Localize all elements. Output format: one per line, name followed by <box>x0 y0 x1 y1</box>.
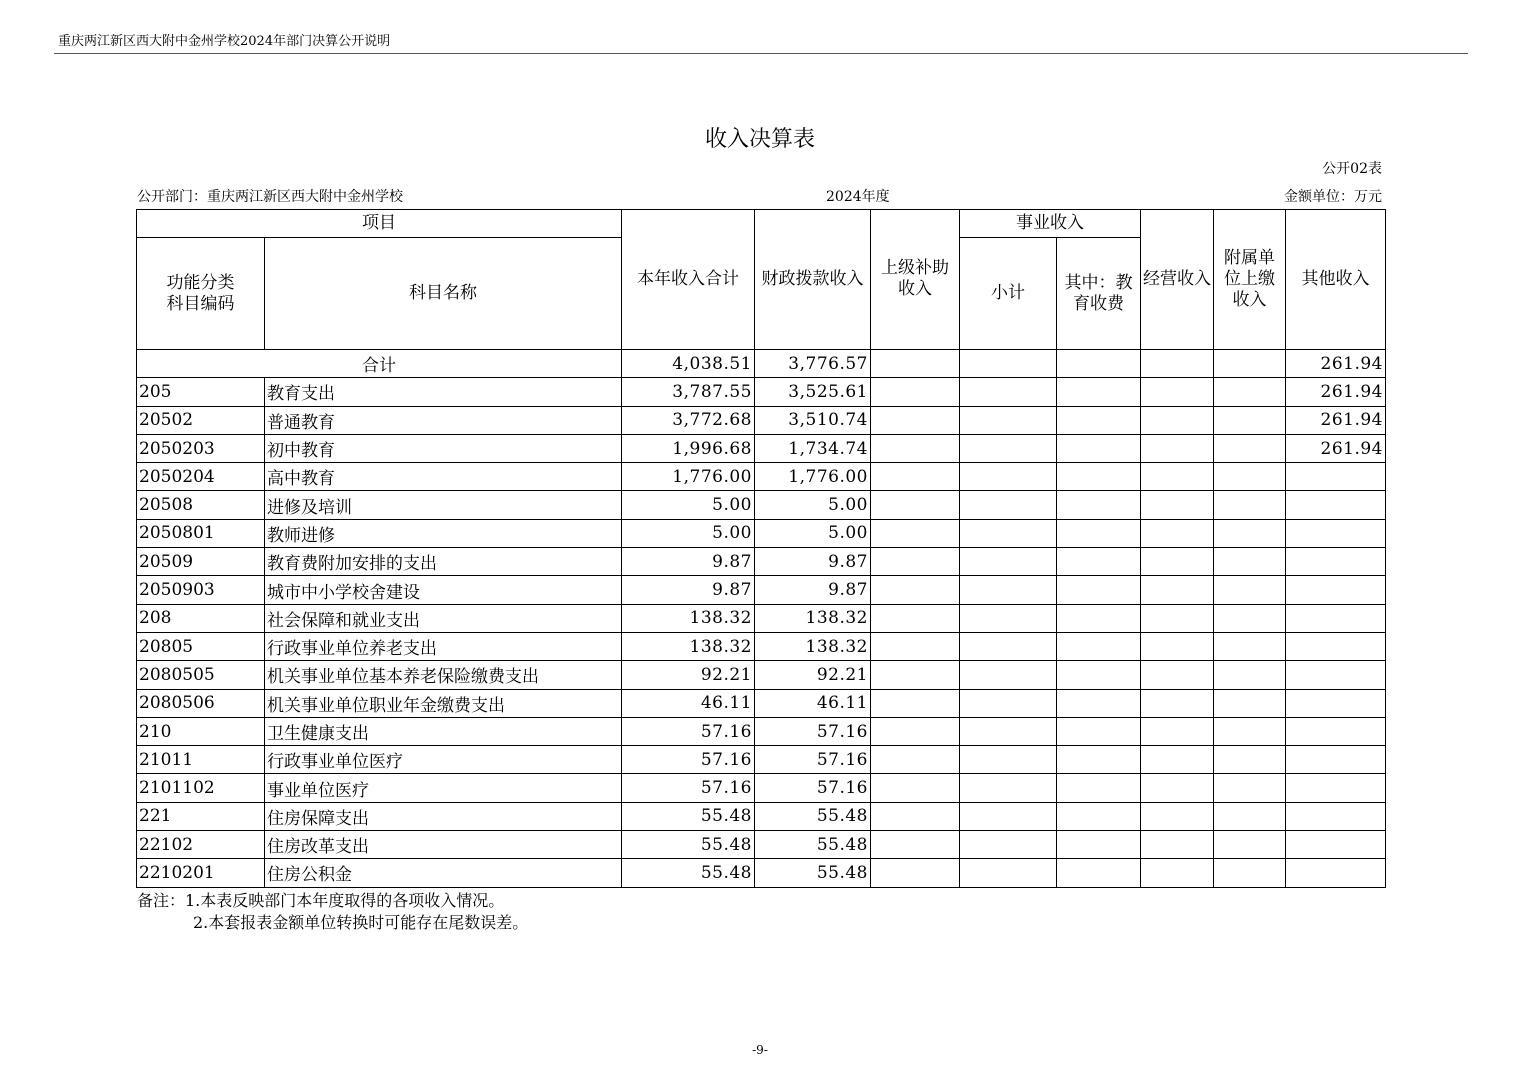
fiscal-appropriation-cell: 57.16 <box>755 746 871 774</box>
education-fee-cell <box>1057 859 1141 887</box>
superior-subsidy-cell <box>871 350 960 378</box>
total-income-cell: 55.48 <box>622 802 755 830</box>
fiscal-appropriation-header: 财政拨款收入 <box>755 210 871 350</box>
other-income-cell <box>1286 548 1386 576</box>
affiliated-unit-income-cell <box>1214 661 1286 689</box>
business-subtotal-cell <box>960 576 1057 604</box>
business-subtotal-cell <box>960 746 1057 774</box>
education-fee-cell <box>1057 576 1141 604</box>
education-fee-cell <box>1057 746 1141 774</box>
fiscal-year-label: 2024年度 <box>826 189 890 205</box>
fiscal-appropriation-cell: 1,734.74 <box>755 434 871 462</box>
business-subtotal-cell <box>960 434 1057 462</box>
operating-income-cell <box>1141 491 1214 519</box>
affiliated-unit-income-cell <box>1214 632 1286 660</box>
education-fee-cell <box>1057 632 1141 660</box>
other-income-cell <box>1286 519 1386 547</box>
subject-code-cell: 205 <box>137 378 265 406</box>
other-income-cell: 261.94 <box>1286 406 1386 434</box>
total-income-cell: 3,772.68 <box>622 406 755 434</box>
table-row <box>137 491 1386 519</box>
other-income-cell <box>1286 604 1386 632</box>
fiscal-appropriation-cell: 5.00 <box>755 519 871 547</box>
business-subtotal-cell <box>960 831 1057 859</box>
business-subtotal-cell <box>960 378 1057 406</box>
total-income-header: 本年收入合计 <box>622 210 755 350</box>
total-income-cell: 4,038.51 <box>622 350 755 378</box>
fiscal-appropriation-cell: 9.87 <box>755 548 871 576</box>
business-subtotal-cell <box>960 491 1057 519</box>
table-row <box>137 406 1386 434</box>
fiscal-appropriation-cell: 3,510.74 <box>755 406 871 434</box>
other-income-cell <box>1286 632 1386 660</box>
operating-income-cell <box>1141 604 1214 632</box>
subject-name-cell: 行政事业单位医疗 <box>265 746 622 774</box>
fiscal-appropriation-cell: 3,525.61 <box>755 378 871 406</box>
affiliated-unit-income-cell <box>1214 802 1286 830</box>
business-subtotal-header: 小计 <box>960 238 1057 350</box>
department-label: 公开部门：重庆两江新区西大附中金州学校 <box>137 189 403 205</box>
note-line-2: 2.本套报表金额单位转换时可能存在尾数误差。 <box>193 913 529 932</box>
business-subtotal-cell <box>960 859 1057 887</box>
superior-subsidy-cell <box>871 548 960 576</box>
operating-income-cell <box>1141 463 1214 491</box>
total-label: 合计 <box>137 350 622 378</box>
table-row <box>137 576 1386 604</box>
subject-code-cell: 2050903 <box>137 576 265 604</box>
other-income-cell: 261.94 <box>1286 350 1386 378</box>
superior-subsidy-cell <box>871 604 960 632</box>
fiscal-appropriation-cell: 138.32 <box>755 632 871 660</box>
total-income-cell: 46.11 <box>622 689 755 717</box>
total-income-cell: 55.48 <box>622 859 755 887</box>
running-header: 重庆两江新区西大附中金州学校2024年部门决算公开说明 <box>58 34 391 49</box>
operating-income-cell <box>1141 576 1214 604</box>
affiliated-unit-income-cell <box>1214 604 1286 632</box>
affiliated-unit-income-cell <box>1214 576 1286 604</box>
subject-name-cell: 卫生健康支出 <box>265 717 622 745</box>
total-income-cell: 3,787.55 <box>622 378 755 406</box>
affiliated-unit-income-header: 附属单位上缴收入 <box>1214 210 1286 350</box>
business-subtotal-cell <box>960 802 1057 830</box>
other-income-cell <box>1286 802 1386 830</box>
operating-income-cell <box>1141 350 1214 378</box>
subject-code-cell: 2050203 <box>137 434 265 462</box>
table-row <box>137 661 1386 689</box>
amount-unit-label: 金额单位：万元 <box>1284 189 1382 205</box>
education-fee-cell <box>1057 519 1141 547</box>
fiscal-appropriation-cell: 57.16 <box>755 774 871 802</box>
superior-subsidy-cell <box>871 859 960 887</box>
subject-name-cell: 事业单位医疗 <box>265 774 622 802</box>
total-income-cell: 57.16 <box>622 717 755 745</box>
operating-income-cell <box>1141 746 1214 774</box>
fiscal-appropriation-cell: 92.21 <box>755 661 871 689</box>
education-fee-cell <box>1057 661 1141 689</box>
operating-income-cell <box>1141 717 1214 745</box>
fiscal-appropriation-cell: 55.48 <box>755 859 871 887</box>
business-subtotal-cell <box>960 774 1057 802</box>
superior-subsidy-cell <box>871 406 960 434</box>
superior-subsidy-cell <box>871 661 960 689</box>
subject-code-cell: 2080506 <box>137 689 265 717</box>
education-fee-cell <box>1057 378 1141 406</box>
other-income-cell <box>1286 831 1386 859</box>
subject-code-cell: 2210201 <box>137 859 265 887</box>
total-income-cell: 1,776.00 <box>622 463 755 491</box>
subject-code-cell: 22102 <box>137 831 265 859</box>
income-final-accounts-table <box>136 209 1386 888</box>
superior-subsidy-cell <box>871 463 960 491</box>
subject-name-cell: 进修及培训 <box>265 491 622 519</box>
total-income-cell: 1,996.68 <box>622 434 755 462</box>
business-subtotal-cell <box>960 406 1057 434</box>
education-fee-cell <box>1057 831 1141 859</box>
other-income-cell <box>1286 576 1386 604</box>
subject-name-cell: 初中教育 <box>265 434 622 462</box>
education-fee-cell <box>1057 717 1141 745</box>
fiscal-appropriation-cell: 46.11 <box>755 689 871 717</box>
subject-name-cell: 机关事业单位基本养老保险缴费支出 <box>265 661 622 689</box>
superior-subsidy-cell <box>871 689 960 717</box>
education-fee-cell <box>1057 802 1141 830</box>
fiscal-appropriation-cell: 3,776.57 <box>755 350 871 378</box>
subject-name-cell: 行政事业单位养老支出 <box>265 632 622 660</box>
table-row <box>137 859 1386 887</box>
table-row <box>137 689 1386 717</box>
subject-name-cell: 住房公积金 <box>265 859 622 887</box>
affiliated-unit-income-cell <box>1214 831 1286 859</box>
subject-name-cell: 高中教育 <box>265 463 622 491</box>
subject-name-cell: 机关事业单位职业年金缴费支出 <box>265 689 622 717</box>
document-title: 收入决算表 <box>704 127 815 152</box>
subject-name-cell: 普通教育 <box>265 406 622 434</box>
superior-subsidy-cell <box>871 774 960 802</box>
table-row <box>137 717 1386 745</box>
superior-subsidy-cell <box>871 746 960 774</box>
operating-income-cell <box>1141 831 1214 859</box>
business-subtotal-cell <box>960 519 1057 547</box>
table-row <box>137 463 1386 491</box>
other-income-cell: 261.94 <box>1286 434 1386 462</box>
operating-income-header: 经营收入 <box>1141 210 1214 350</box>
subject-code-cell: 20805 <box>137 632 265 660</box>
table-row <box>137 548 1386 576</box>
table-row <box>137 604 1386 632</box>
subject-code-cell: 2050204 <box>137 463 265 491</box>
table-row <box>137 434 1386 462</box>
note-line-1: 备注：1.本表反映部门本年度取得的各项收入情况。 <box>137 891 505 910</box>
business-subtotal-cell <box>960 463 1057 491</box>
superior-subsidy-cell <box>871 717 960 745</box>
total-income-cell: 5.00 <box>622 491 755 519</box>
subject-code-cell: 20509 <box>137 548 265 576</box>
affiliated-unit-income-cell <box>1214 859 1286 887</box>
subject-name-cell: 教师进修 <box>265 519 622 547</box>
education-fee-cell <box>1057 604 1141 632</box>
subject-code-cell: 208 <box>137 604 265 632</box>
superior-subsidy-cell <box>871 831 960 859</box>
other-income-header: 其他收入 <box>1286 210 1386 350</box>
table-row <box>137 831 1386 859</box>
subject-code-cell: 20502 <box>137 406 265 434</box>
superior-subsidy-cell <box>871 576 960 604</box>
affiliated-unit-income-cell <box>1214 717 1286 745</box>
business-subtotal-cell <box>960 350 1057 378</box>
project-header: 项目 <box>137 210 622 238</box>
notes <box>137 890 528 934</box>
fiscal-appropriation-cell: 55.48 <box>755 831 871 859</box>
superior-subsidy-cell <box>871 491 960 519</box>
education-fee-header: 其中：教育收费 <box>1057 238 1141 350</box>
superior-subsidy-cell <box>871 519 960 547</box>
education-fee-cell <box>1057 689 1141 717</box>
fiscal-appropriation-cell: 57.16 <box>755 717 871 745</box>
total-income-cell: 55.48 <box>622 831 755 859</box>
header-row-1 <box>137 210 1386 238</box>
affiliated-unit-income-cell <box>1214 434 1286 462</box>
operating-income-cell <box>1141 378 1214 406</box>
education-fee-cell <box>1057 350 1141 378</box>
subject-code-cell: 2050801 <box>137 519 265 547</box>
operating-income-cell <box>1141 774 1214 802</box>
other-income-cell <box>1286 463 1386 491</box>
fiscal-appropriation-cell: 1,776.00 <box>755 463 871 491</box>
superior-subsidy-cell <box>871 802 960 830</box>
superior-subsidy-header: 上级补助收入 <box>871 210 960 350</box>
other-income-cell <box>1286 859 1386 887</box>
education-fee-cell <box>1057 548 1141 576</box>
total-row <box>137 350 1386 378</box>
subject-name-cell: 教育费附加安排的支出 <box>265 548 622 576</box>
table-row <box>137 802 1386 830</box>
subject-name-header: 科目名称 <box>265 238 622 350</box>
business-subtotal-cell <box>960 548 1057 576</box>
subject-name-cell: 城市中小学校舍建设 <box>265 576 622 604</box>
education-fee-cell <box>1057 406 1141 434</box>
education-fee-cell <box>1057 463 1141 491</box>
fiscal-appropriation-cell: 55.48 <box>755 802 871 830</box>
other-income-cell <box>1286 774 1386 802</box>
header-rule <box>54 53 1468 54</box>
subject-name-cell: 住房改革支出 <box>265 831 622 859</box>
total-income-cell: 9.87 <box>622 576 755 604</box>
fiscal-appropriation-cell: 138.32 <box>755 604 871 632</box>
affiliated-unit-income-cell <box>1214 350 1286 378</box>
subject-name-cell: 社会保障和就业支出 <box>265 604 622 632</box>
operating-income-cell <box>1141 859 1214 887</box>
operating-income-cell <box>1141 406 1214 434</box>
subject-code-cell: 21011 <box>137 746 265 774</box>
superior-subsidy-cell <box>871 632 960 660</box>
other-income-cell <box>1286 661 1386 689</box>
table-row <box>137 632 1386 660</box>
other-income-cell <box>1286 746 1386 774</box>
total-income-cell: 138.32 <box>622 632 755 660</box>
operating-income-cell <box>1141 661 1214 689</box>
affiliated-unit-income-cell <box>1214 463 1286 491</box>
superior-subsidy-cell <box>871 378 960 406</box>
affiliated-unit-income-cell <box>1214 689 1286 717</box>
total-income-cell: 57.16 <box>622 746 755 774</box>
other-income-cell <box>1286 491 1386 519</box>
page-number: -9- <box>752 1043 768 1057</box>
education-fee-cell <box>1057 774 1141 802</box>
operating-income-cell <box>1141 802 1214 830</box>
subject-code-cell: 2101102 <box>137 774 265 802</box>
total-income-cell: 92.21 <box>622 661 755 689</box>
total-income-cell: 5.00 <box>622 519 755 547</box>
affiliated-unit-income-cell <box>1214 774 1286 802</box>
business-subtotal-cell <box>960 632 1057 660</box>
table-row <box>137 746 1386 774</box>
business-subtotal-cell <box>960 661 1057 689</box>
subject-name-cell: 教育支出 <box>265 378 622 406</box>
subject-code-cell: 221 <box>137 802 265 830</box>
other-income-cell <box>1286 717 1386 745</box>
subject-code-cell: 20508 <box>137 491 265 519</box>
business-subtotal-cell <box>960 604 1057 632</box>
table-row <box>137 378 1386 406</box>
total-income-cell: 57.16 <box>622 774 755 802</box>
table-row <box>137 774 1386 802</box>
fiscal-appropriation-cell: 9.87 <box>755 576 871 604</box>
operating-income-cell <box>1141 519 1214 547</box>
other-income-cell: 261.94 <box>1286 378 1386 406</box>
other-income-cell <box>1286 689 1386 717</box>
operating-income-cell <box>1141 632 1214 660</box>
fiscal-appropriation-cell: 5.00 <box>755 491 871 519</box>
affiliated-unit-income-cell <box>1214 406 1286 434</box>
total-income-cell: 138.32 <box>622 604 755 632</box>
superior-subsidy-cell <box>871 434 960 462</box>
education-fee-cell <box>1057 491 1141 519</box>
affiliated-unit-income-cell <box>1214 519 1286 547</box>
form-number: 公开02表 <box>1322 161 1382 177</box>
business-income-header: 事业收入 <box>960 210 1141 238</box>
subject-code-cell: 2080505 <box>137 661 265 689</box>
business-subtotal-cell <box>960 689 1057 717</box>
affiliated-unit-income-cell <box>1214 548 1286 576</box>
business-subtotal-cell <box>960 717 1057 745</box>
education-fee-cell <box>1057 434 1141 462</box>
affiliated-unit-income-cell <box>1214 378 1286 406</box>
operating-income-cell <box>1141 689 1214 717</box>
operating-income-cell <box>1141 548 1214 576</box>
function-code-header: 功能分类科目编码 <box>137 238 265 350</box>
subject-name-cell: 住房保障支出 <box>265 802 622 830</box>
table-row <box>137 519 1386 547</box>
affiliated-unit-income-cell <box>1214 746 1286 774</box>
total-income-cell: 9.87 <box>622 548 755 576</box>
operating-income-cell <box>1141 434 1214 462</box>
subject-code-cell: 210 <box>137 717 265 745</box>
affiliated-unit-income-cell <box>1214 491 1286 519</box>
